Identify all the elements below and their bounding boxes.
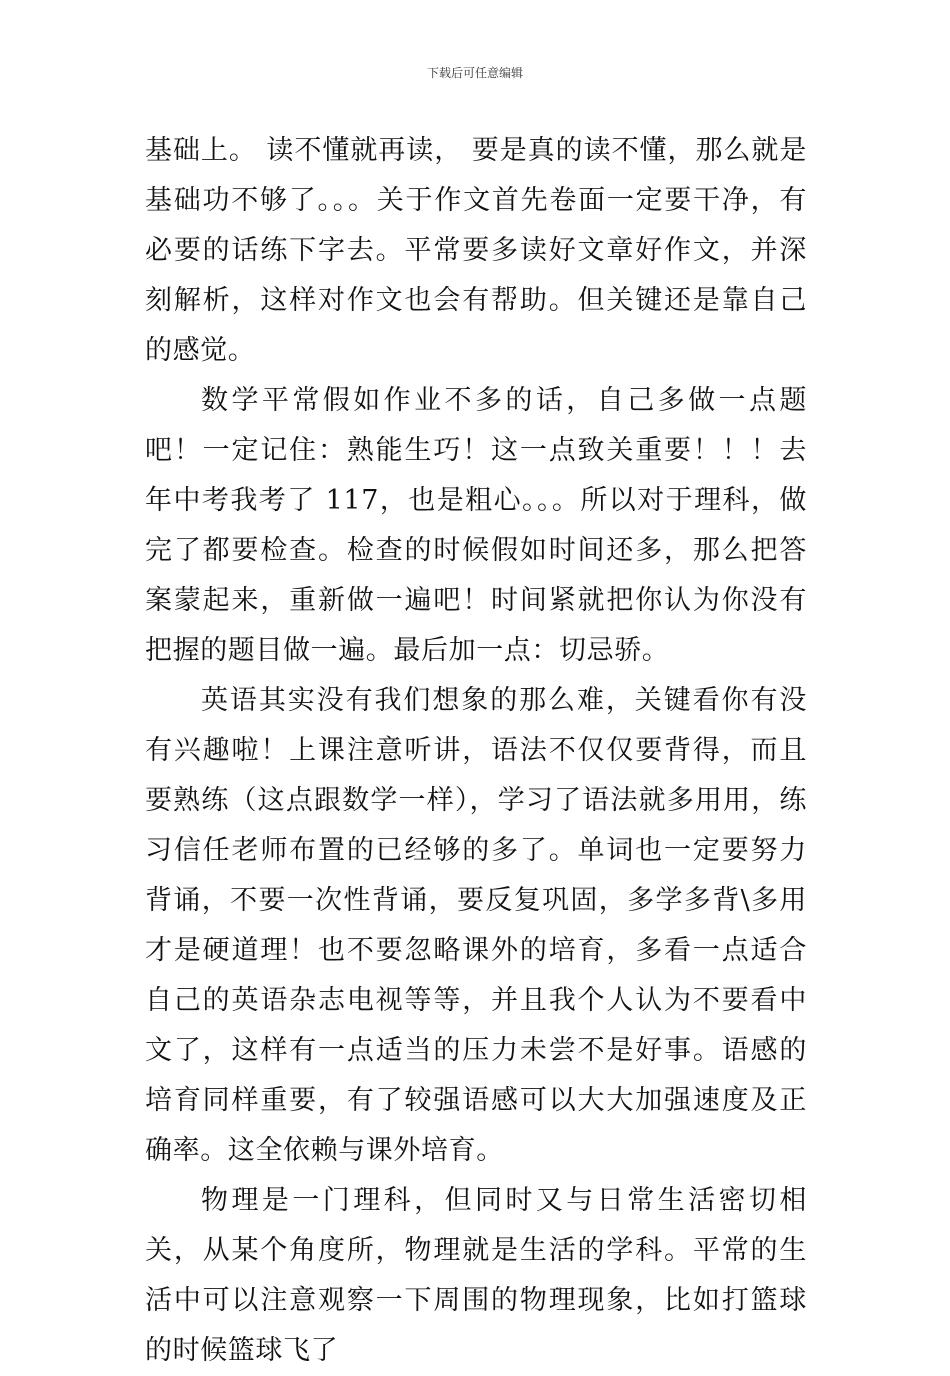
paragraph-english: 英语其实没有我们想象的那么难，关键看你有没有兴趣啦！上课注意听讲，语法不仅仅要背得，而且要熟练（这点跟数学一样），学习了语法就多用用，练习信任老师布置的已经够的多了。单词也一定要努力背诵，不要一次性背诵，要反复巩固，多学多背\多用才是硬道理！也不要忽略课外的培育，多看一点适合自己的英语杂志电视等等，并且我个人认为不要看中文了，这样有一点适当的压力未尝不是好事。语感的培育同样重要，有了较强语感可以大大加强速度及正确率。这全依赖与课外培育。 <box>145 685 807 1166</box>
paragraph-chinese-continued: 基础上。 读不懂就再读， 要是真的读不懂，那么就是基础功不够了。。。关于作文首先卷面一定要干净，有必要的话练下字去。平常要多读好文章好作文，并深刻解析，这样对作文也会有帮助。但关键还是靠自己的感觉。 <box>145 135 807 366</box>
document-body <box>145 126 807 1376</box>
page-header: 下载后可任意编辑 <box>426 66 523 80</box>
paragraph-physics: 物理是一门理科，但同时又与日常生活密切相关，从某个角度所，物理就是生活的学科。平常的生活中可以注意观察一下周围的物理现象，比如打篮球的时候篮球飞了 <box>145 1185 807 1366</box>
paragraph-math: 数学平常假如作业不多的话，自己多做一点题吧！一定记住：熟能生巧！这一点致关重要！！！去年中考我考了 117，也是粗心。。。所以对于理科，做完了都要检查。检查的时候假如时间还多，那么把答案蒙起来，重新做一遍吧！时间紧就把你认为你没有把握的题目做一遍。最后加一点：切忌骄。 <box>145 385 807 666</box>
